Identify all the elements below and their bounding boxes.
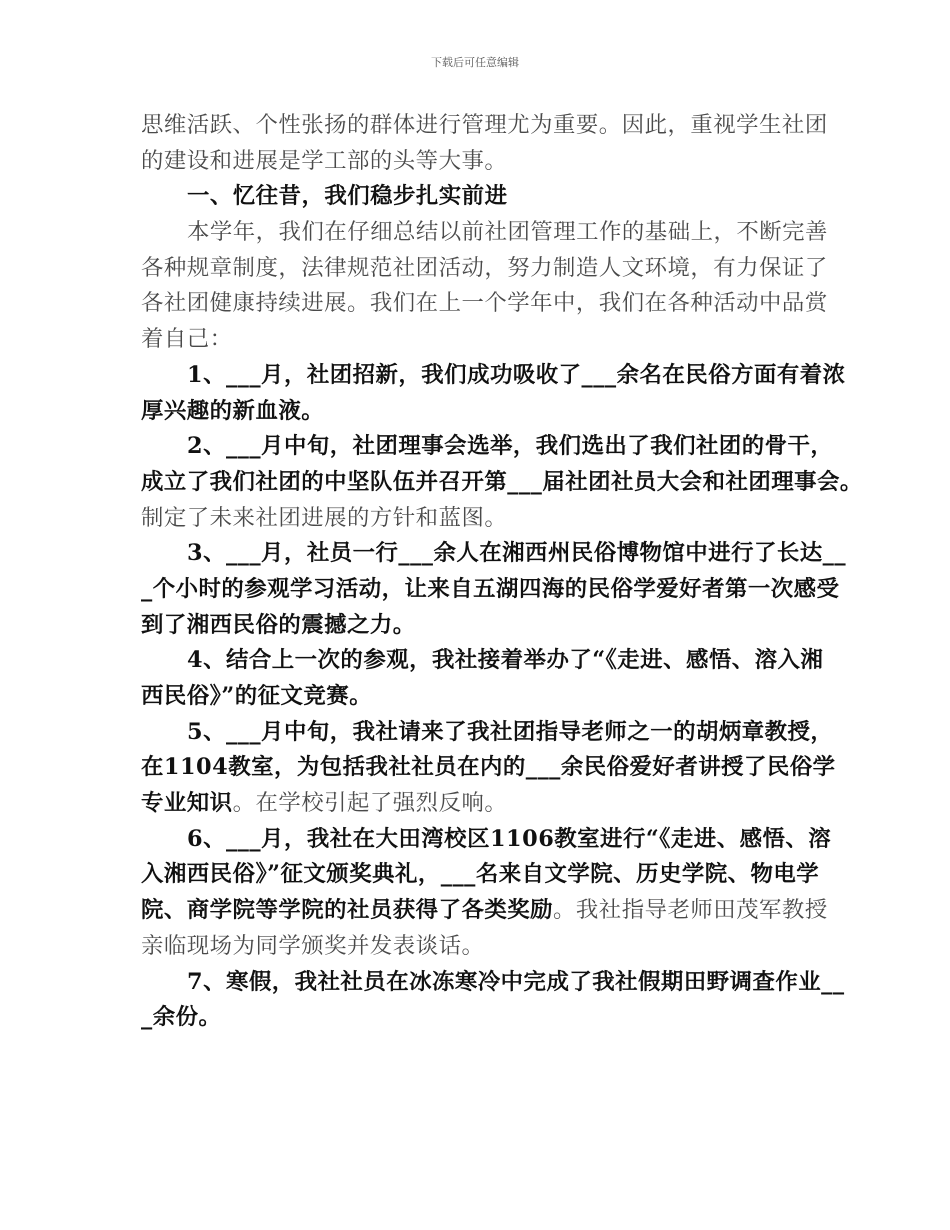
list-item-2: 2、___月中旬，社团理事会选举，我们选出了我们社团的骨干， [187, 433, 834, 460]
text-line: 的建设和进展是学工部的头等大事。 [141, 147, 508, 174]
list-item-4: 4、结合上一次的参观，我社接着举办了“《走进、感悟、溶入湘 [187, 647, 824, 674]
text-line: 西民俗》”的征文竞赛。 [141, 683, 373, 709]
text-line: 厚兴趣的新血液。 [141, 397, 325, 424]
text-bold-segment: 院、商学院等学院的社员获得了各类奖励 [141, 897, 554, 924]
text-line: 在1104教室，为包括我社社员在内的___余民俗爱好者讲授了民俗学 [141, 754, 836, 781]
text-line: _个小时的参观学习活动，让来自五湖四海的民俗学爱好者第一次感受 [141, 575, 840, 602]
list-item-6: 6、___月，我社在大田湾校区1106教室进行“《走进、感悟、溶 [187, 825, 832, 852]
list-item-3: 3、___月，社员一行___余人在湘西州民俗博物馆中进行了长达__ [187, 540, 847, 567]
section-heading: 一、忆往昔，我们稳步扎实前进 [187, 183, 508, 210]
list-item-1: 1、___月，社团招新，我们成功吸收了___余名在民俗方面有着浓 [187, 361, 846, 388]
document-body [141, 108, 863, 1036]
text-line: 思维活跃、个性张扬的群体进行管理尤为重要。因此，重视学生社团 [141, 112, 828, 138]
text-light-segment: 。我社指导老师田茂军教授 [553, 897, 828, 924]
text-bold-segment: 专业知识 [141, 790, 233, 817]
list-item-5: 5、___月中旬，我社请来了我社团指导老师之一的胡炳章教授， [187, 718, 834, 745]
text-line: 本学年，我们在仔细总结以前社团管理工作的基础上，不断完善 [187, 219, 828, 246]
text-line: 入湘西民俗》”征文颁奖典礼，___名来自文学院、历史学院、物电学 [141, 861, 820, 888]
text-line: 制定了未来社团进展的方针和蓝图。 [141, 504, 508, 531]
page-header: 下载后可任意编辑 [431, 56, 519, 69]
text-line [141, 893, 828, 929]
list-item-7: 7、寒假，我社社员在冰冻寒冷中完成了我社假期田野调查作业__ [187, 968, 845, 995]
text-light-segment: 。在学校引起了强烈反响。 [232, 790, 508, 817]
text-line [141, 786, 813, 822]
text-line: 成立了我们社团的中坚队伍并召开第___届社团社员大会和社团理事会。 [141, 468, 863, 495]
text-line: 各社团健康持续进展。我们在上一个学年中，我们在各种活动中品赏 [141, 290, 828, 317]
text-line: 着自己： [141, 326, 233, 353]
text-line: 亲临现场为同学颁奖并发表谈话。 [141, 932, 485, 959]
text-line: 各种规章制度，法律规范社团活动，努力制造人文环境，有力保证了 [141, 254, 828, 281]
text-line: _余份。 [141, 1004, 222, 1031]
text-line: 到了湘西民俗的震撼之力。 [141, 611, 416, 638]
